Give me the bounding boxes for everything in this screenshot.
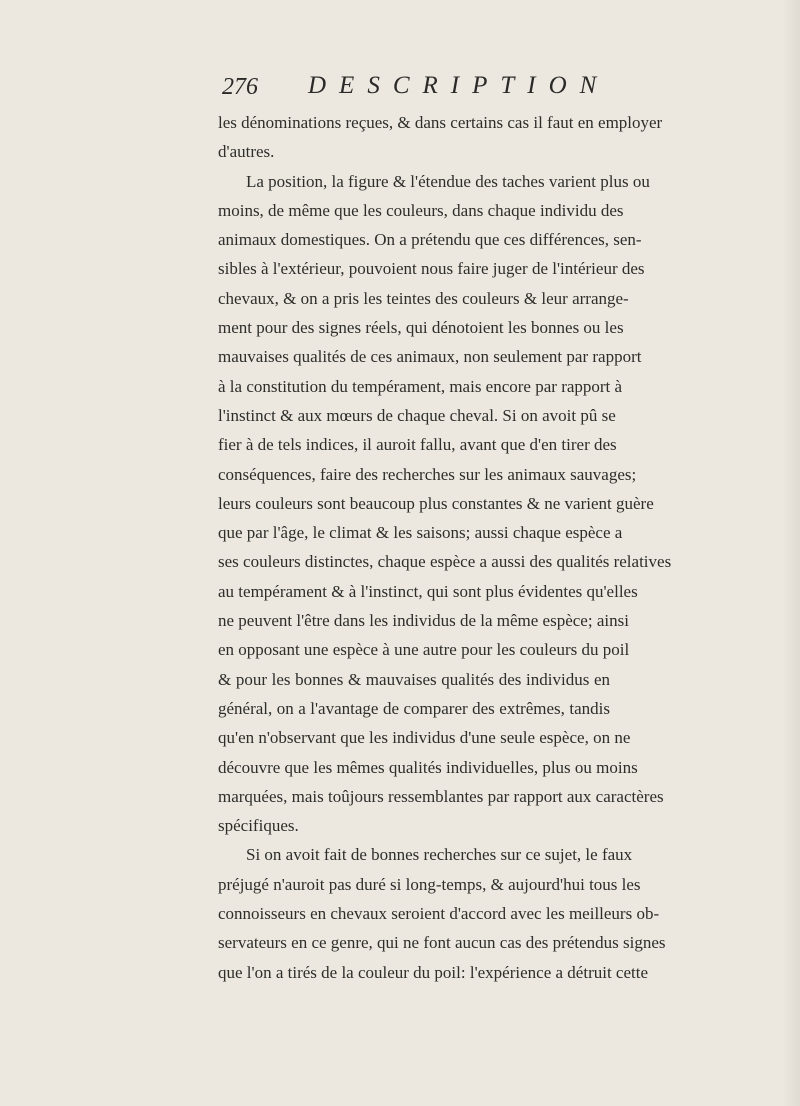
text-line: mauvaises qualités de ces animaux, non seulement par rapport <box>218 347 642 367</box>
page-header <box>222 72 610 106</box>
text-line: au tempérament & à l'instinct, qui sont plus évidentes qu'elles <box>218 581 638 601</box>
text-line: ment pour des signes réels, qui dénotoient les bonnes ou les <box>218 318 624 338</box>
page-number: 276 <box>222 74 258 100</box>
text-line: à la constitution du tempérament, mais encore par rapport à <box>218 376 623 396</box>
text-line: les dénominations reçues, & dans certains cas il faut en employer <box>218 113 663 132</box>
text-line: que l'on a tirés de la couleur du poil: l'expérience a détruit cette <box>218 962 649 982</box>
page-edge-shadow <box>782 0 800 1106</box>
text-line: La position, la figure & l'étendue des taches varient plus ou <box>246 171 650 191</box>
text-line: conséquences, faire des recherches sur les animaux sauvages; <box>218 464 637 484</box>
text-line: en opposant une espèce à une autre pour les couleurs du poil <box>218 640 630 660</box>
text-line: fier à de tels indices, il auroit fallu, avant que d'en tirer des <box>218 435 617 455</box>
text-line: & pour les bonnes & mauvaises qualités des individus en <box>218 669 610 689</box>
text-line: connoisseurs en chevaux seroient d'accord avec les meilleurs ob- <box>218 904 660 924</box>
text-line: sibles à l'extérieur, pouvoient nous faire juger de l'intérieur des <box>218 259 645 279</box>
text-line: marquées, mais toûjours ressemblantes par rapport aux caractères <box>218 786 664 806</box>
text-line: spécifiques. <box>218 816 299 836</box>
text-line: moins, de même que les couleurs, dans chaque individu des <box>218 200 624 220</box>
text-line: préjugé n'auroit pas duré si long-temps, & aujourd'hui tous les <box>218 874 641 894</box>
text-line: l'instinct & aux mœurs de chaque cheval. Si on avoit pû se <box>218 405 616 425</box>
text-line: animaux domestiques. On a prétendu que ces différences, sen- <box>218 230 642 250</box>
text-line: général, on a l'avantage de comparer des extrêmes, tandis <box>218 698 610 718</box>
text-line: Si on avoit fait de bonnes recherches sur ce sujet, le faux <box>246 845 633 865</box>
text-line: que par l'âge, le climat & les saisons; aussi chaque espèce a <box>218 523 623 543</box>
text-line: leurs couleurs sont beaucoup plus constantes & ne varient guère <box>218 493 654 513</box>
text-line: d'autres. <box>218 142 275 162</box>
text-line: ses couleurs distinctes, chaque espèce a aussi des qualités relatives <box>218 552 672 572</box>
text-line: servateurs en ce genre, qui ne font aucun cas des prétendus signes <box>218 933 666 953</box>
body-text <box>218 108 672 987</box>
running-title: DESCRIPTION <box>308 72 610 99</box>
text-line: chevaux, & on a pris les teintes des couleurs & leur arrange- <box>218 288 629 308</box>
text-line: ne peuvent l'être dans les individus de la même espèce; ainsi <box>218 611 629 631</box>
text-line: qu'en n'observant que les individus d'une seule espèce, on ne <box>218 728 631 748</box>
text-line: découvre que les mêmes qualités individuelles, plus ou moins <box>218 757 638 777</box>
